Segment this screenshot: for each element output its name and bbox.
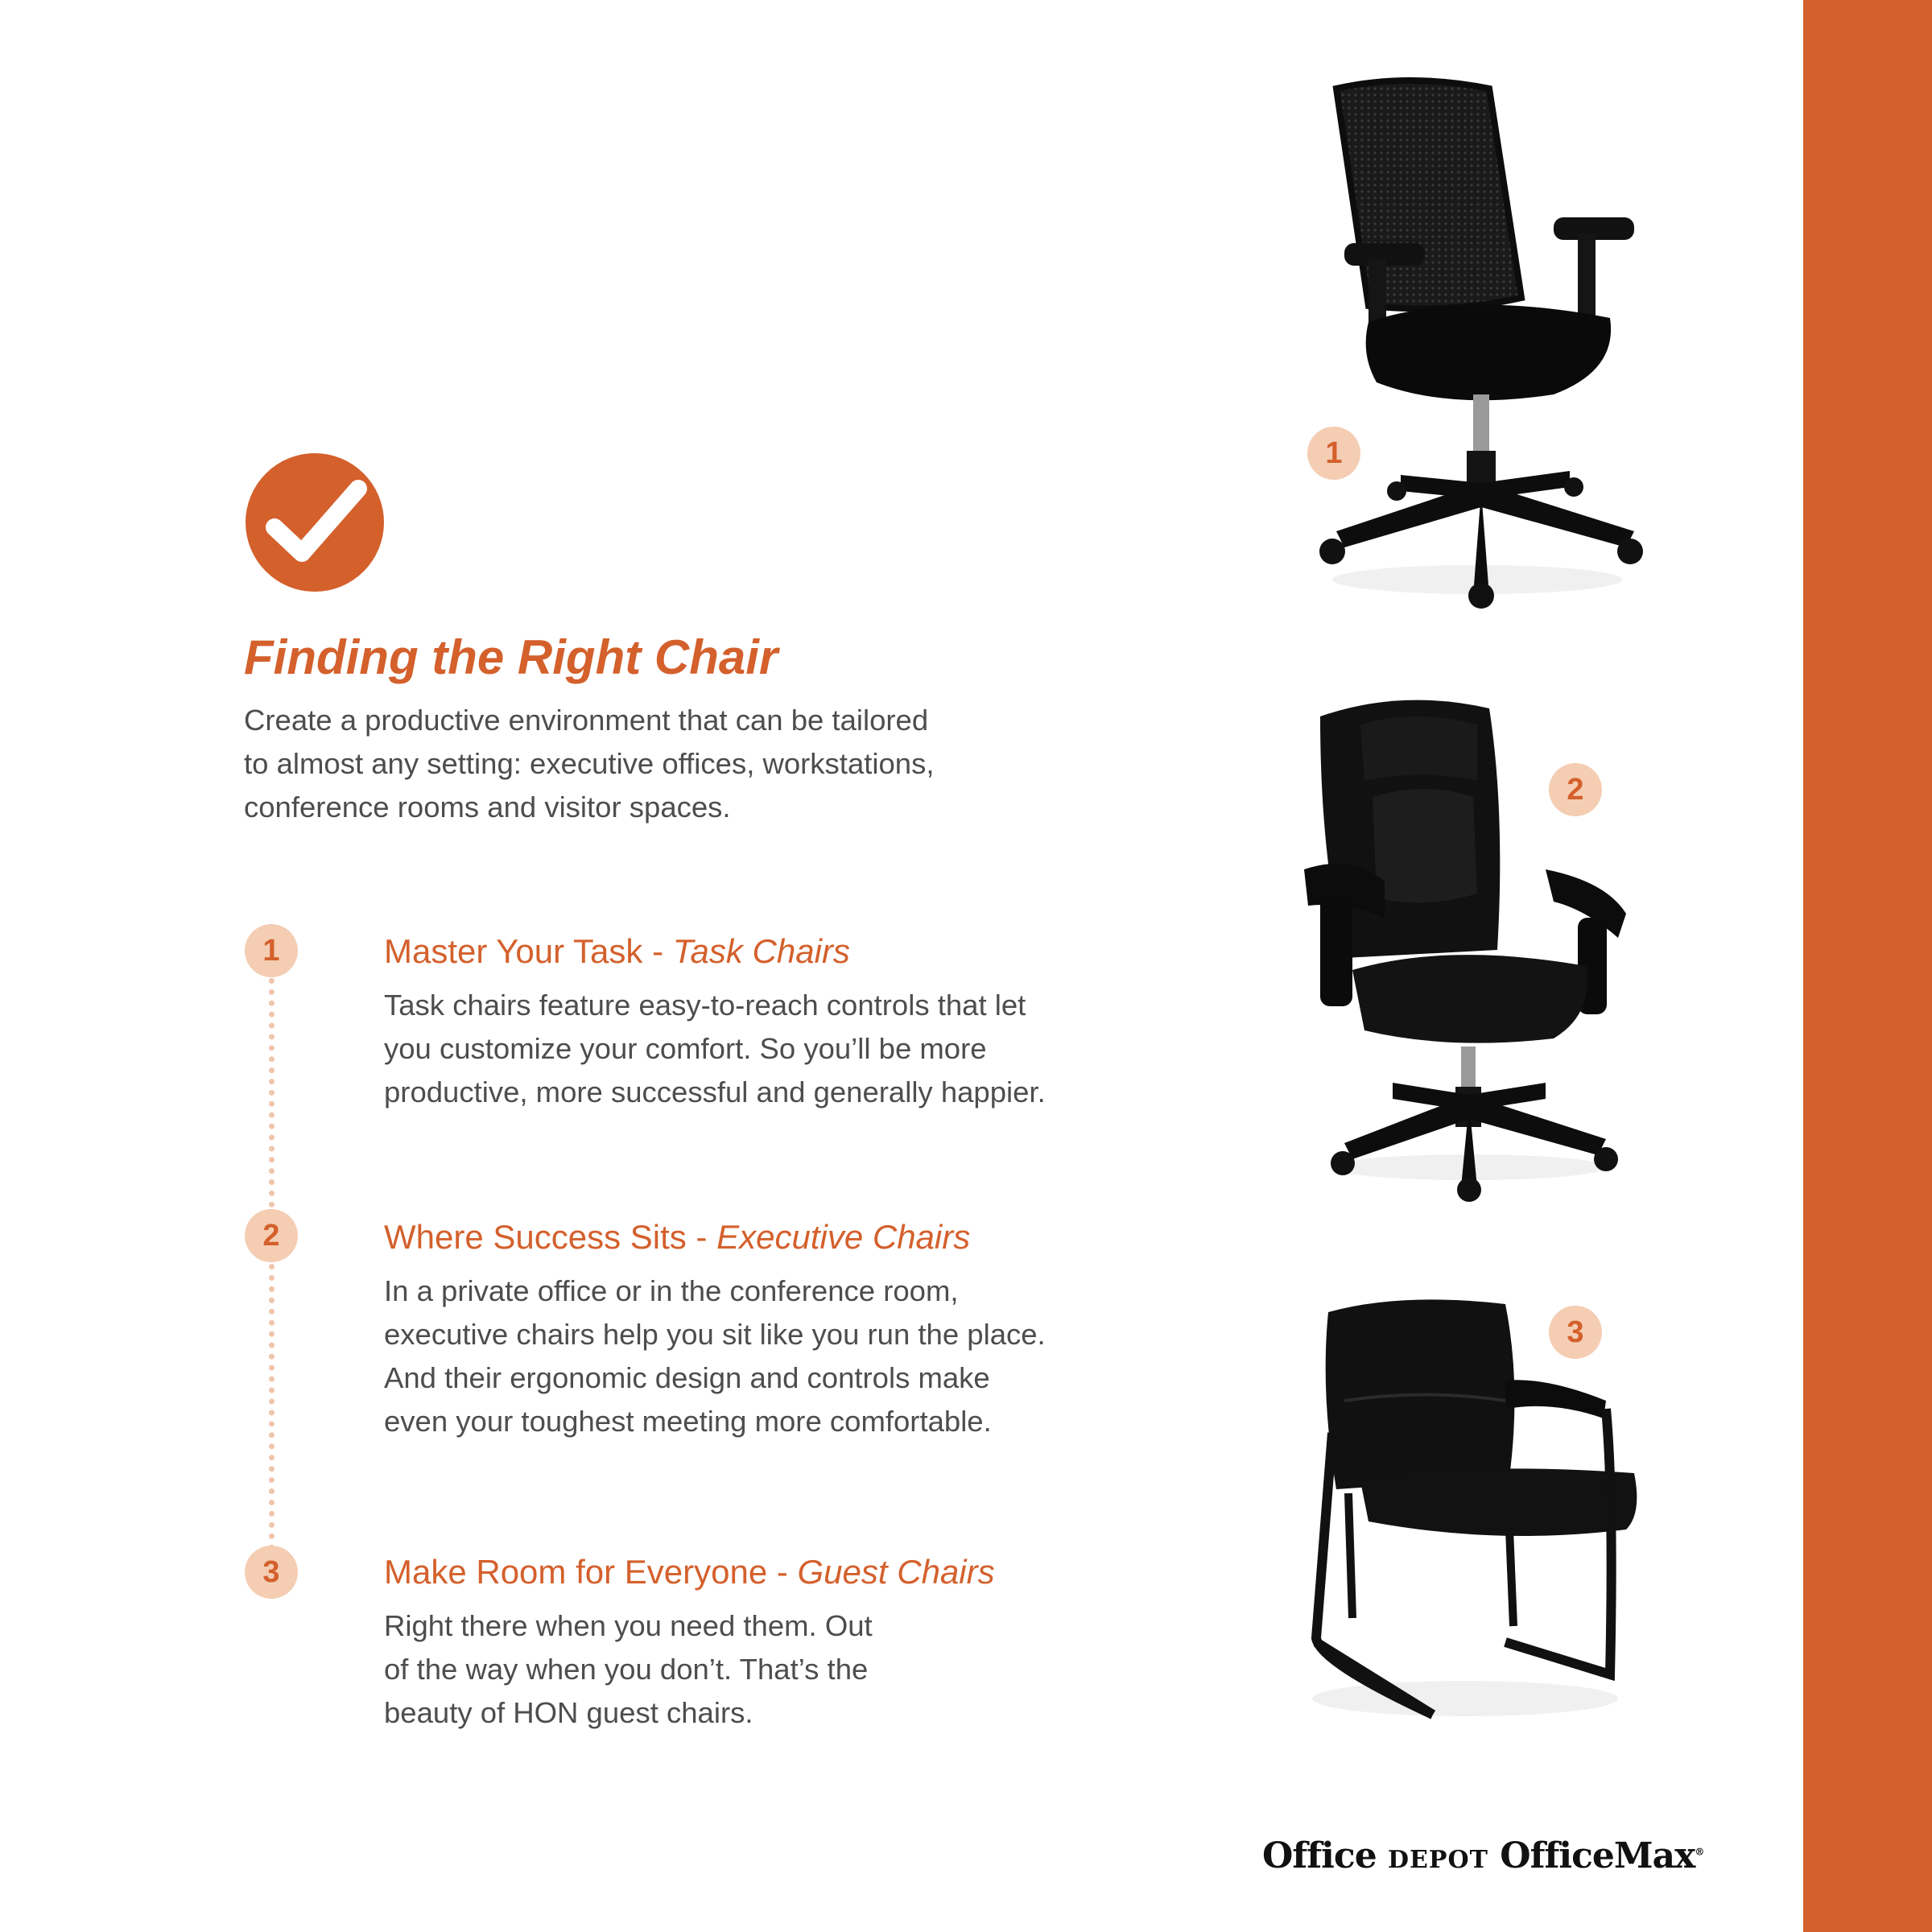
- step-number-badge: 2: [245, 1209, 298, 1262]
- guest-chair-image: [1288, 1288, 1642, 1739]
- step-number-badge: 3: [245, 1546, 298, 1599]
- chair-number-tag: 1: [1307, 427, 1360, 480]
- timeline-dotted-line: [269, 1264, 275, 1562]
- chair-number-tag: 2: [1549, 763, 1602, 816]
- step-description: [384, 1604, 1189, 1735]
- step-heading: [384, 1215, 1189, 1260]
- mesh-task-chair-image: [1288, 72, 1658, 620]
- logo-registered-mark: ®: [1695, 1846, 1704, 1858]
- step-body-line: Right there when you need them. Out: [384, 1609, 873, 1642]
- step-body-line: Task chairs feature easy-to-reach controls that let: [384, 989, 1026, 1022]
- step-body-line: beauty of HON guest chairs.: [384, 1696, 753, 1729]
- step-description: [384, 1269, 1189, 1443]
- checkmark-icon: [246, 453, 384, 592]
- step-heading-text: Master Your Task -: [384, 932, 673, 970]
- step-task-chairs: [384, 929, 1189, 1114]
- intro-line: conference rooms and visitor spaces.: [244, 791, 731, 824]
- step-body-line: of the way when you don’t. That’s the: [384, 1653, 869, 1686]
- step-heading-text: Make Room for Everyone -: [384, 1553, 798, 1591]
- step-guest-chairs: [384, 1550, 1189, 1735]
- logo-officemax: OfficeMax: [1488, 1835, 1695, 1876]
- intro-line: to almost any setting: executive offices, workstations,: [244, 747, 935, 780]
- step-heading-text: Where Success Sits -: [384, 1218, 717, 1256]
- intro-paragraph: [244, 699, 1129, 829]
- logo-office: Office: [1262, 1835, 1389, 1876]
- office-depot-officemax-logo: [1262, 1835, 1703, 1876]
- timeline-dotted-line: [269, 978, 275, 1208]
- step-category: Task Chairs: [672, 932, 850, 970]
- side-accent-band: [1803, 0, 1932, 1932]
- step-heading: [384, 1550, 1189, 1595]
- step-heading: [384, 929, 1189, 974]
- step-body-line: you customize your comfort. So you’ll be more: [384, 1032, 987, 1065]
- step-executive-chairs: [384, 1215, 1189, 1443]
- step-body-line: even your toughest meeting more comfortable.: [384, 1405, 992, 1438]
- step-number-badge: 1: [245, 924, 298, 977]
- step-category: Guest Chairs: [797, 1553, 995, 1591]
- step-category: Executive Chairs: [716, 1218, 971, 1256]
- step-body-line: productive, more successful and generally happier.: [384, 1075, 1046, 1108]
- page-title: Finding the Right Chair: [244, 630, 778, 684]
- step-body-line: In a private office or in the conference room,: [384, 1274, 959, 1307]
- step-description: [384, 984, 1189, 1114]
- intro-line: Create a productive environment that can be tailored: [244, 704, 929, 737]
- chair-number-tag: 3: [1549, 1306, 1602, 1359]
- logo-depot: DEPOT: [1388, 1846, 1488, 1874]
- step-body-line: And their ergonomic design and controls make: [384, 1361, 990, 1394]
- step-body-line: executive chairs help you sit like you run the place.: [384, 1318, 1046, 1351]
